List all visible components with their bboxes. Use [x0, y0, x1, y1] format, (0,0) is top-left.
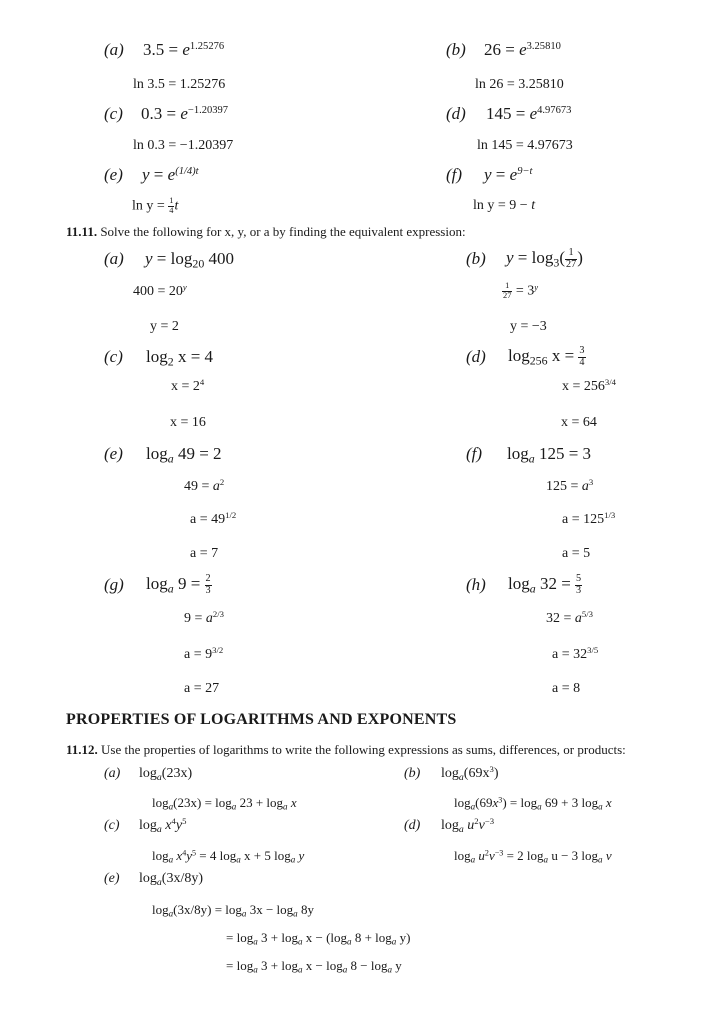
- equation: $\frac{1}{27}$ = $3^y$: [503, 281, 539, 300]
- equation: ln y = 9 − t: [473, 198, 536, 213]
- problem-statement: 11.11. Solve the following for x, y, or a by finding the equivalent expression:: [66, 224, 466, 239]
- equation: ln 26 = 3.25810: [475, 77, 564, 92]
- item-label: (h): [466, 575, 486, 594]
- equation: a = 7: [190, 546, 219, 561]
- equation: $x = 2^4$: [171, 377, 205, 394]
- equation: $\log_a(3x/8y) = \log_a 3x - \log_a 8y$: [152, 902, 314, 919]
- equation: $9 = a^{2/3}$: [184, 609, 224, 626]
- item-label: (d): [466, 347, 486, 366]
- equation: ln 3.5 = 1.25276: [133, 77, 226, 92]
- item-label: (d): [404, 818, 421, 833]
- item-label: (e): [104, 165, 123, 184]
- equation: $\log_a(23x) = \log_a 23 + \log_a x$: [152, 795, 297, 812]
- equation: $\log_a u^2v^{-3} = 2$ $\log_a u - 3$ $\log_a v$: [454, 848, 612, 865]
- equation: $32 = a^{5/3}$: [546, 609, 593, 626]
- equation: $\log_a u^2v^{-3}$: [441, 816, 495, 835]
- item-label: (a): [104, 249, 124, 268]
- equation: x = 64: [561, 415, 597, 430]
- equation: $\log_a(23x)$: [139, 766, 193, 783]
- equation: $125 = a^3$: [546, 477, 594, 494]
- item-label: (g): [104, 575, 124, 594]
- equation: $0.3 = e^{-1.20397}$: [141, 104, 229, 123]
- equation: a = 27: [184, 681, 220, 696]
- equation: $\log_{256} x$ = $\frac{3}{4}$: [508, 345, 585, 368]
- equation: ln 0.3 = −1.20397: [133, 138, 234, 153]
- problem-statement: 11.12. Use the properties of logarithms to write the following expressions as sums, differences, or products:: [66, 742, 626, 757]
- equation: $y = e^{9-t}$: [484, 165, 533, 184]
- equation: $\log_a x^4y^5$: [139, 816, 187, 835]
- equation: $\log_a x^4y^5 = 4$ $\log_a x + 5$ $\log_a y$: [152, 848, 305, 865]
- equation: $\log_a(69x^3)$: [441, 764, 499, 783]
- item-label: (f): [466, 444, 483, 463]
- equation: $\log_a 125 = 3$: [507, 444, 592, 466]
- equation: ln 145 = 4.97673: [477, 138, 573, 153]
- item-label: (c): [104, 347, 123, 366]
- equation: x = 16: [170, 415, 206, 430]
- equation: $49 = a^2$: [184, 477, 225, 494]
- equation: ln y = $\frac{1}{4}$ t: [132, 196, 179, 215]
- equation: $\log_a 9$ = $\frac{2}{3}$: [146, 573, 211, 596]
- equation: $\log_a 49 = 2$: [146, 444, 222, 466]
- item-label: (f): [446, 165, 463, 184]
- equation: y = −3: [510, 319, 547, 334]
- equation: $145 = e^{4.97673}$: [486, 104, 572, 123]
- equation: $400 = 20^y$: [133, 282, 187, 299]
- item-label: (c): [104, 818, 120, 833]
- equation: = $\log_a 3 + \log_a x - \log_a 8 - \log_a y$: [226, 958, 402, 975]
- equation: $y = \log_3$( $\frac{1}{27}$ ): [506, 247, 583, 270]
- item-label: (e): [104, 871, 120, 886]
- section-heading: PROPERTIES OF LOGARITHMS AND EXPONENTS: [66, 711, 457, 728]
- equation: a = 5: [562, 546, 591, 561]
- equation: $y = e^{(1/4)t}$: [142, 165, 199, 184]
- item-label: (a): [104, 40, 124, 59]
- equation: $\log_2 x = 4$: [146, 347, 214, 369]
- equation: = $\log_a 3 + \log_a x - (\log_a$ $8 + \log_a y$): [226, 930, 411, 947]
- equation: $3.5 = e^{1.25276}$: [143, 40, 225, 59]
- item-label: (b): [466, 249, 486, 268]
- equation: $\log_a(69x^3) = \log_a 69 + 3$ $\log_a x$: [454, 795, 612, 812]
- equation: $y = \log_{20} 400$: [145, 249, 235, 271]
- equation: y = 2: [150, 319, 179, 334]
- item-label: (c): [104, 104, 123, 123]
- item-label: (e): [104, 444, 123, 463]
- equation: $x = 256^{3/4}$: [562, 377, 616, 394]
- equation: a = 8: [552, 681, 581, 696]
- equation: $a = 32^{3/5}$: [552, 645, 599, 662]
- item-label: (b): [446, 40, 466, 59]
- equation: $\log_a 32$ = $\frac{5}{3}$: [508, 573, 582, 596]
- equation: $26 = e^{3.25810}$: [484, 40, 561, 59]
- equation: $a = 125^{1/3}$: [562, 510, 616, 527]
- item-label: (a): [104, 766, 121, 781]
- equation: $a = 9^{3/2}$: [184, 645, 224, 662]
- item-label: (b): [404, 766, 421, 781]
- equation: $\log_a(3x/8y)$: [139, 871, 204, 888]
- equation: $a = 49^{1/2}$: [190, 510, 237, 527]
- item-label: (d): [446, 104, 466, 123]
